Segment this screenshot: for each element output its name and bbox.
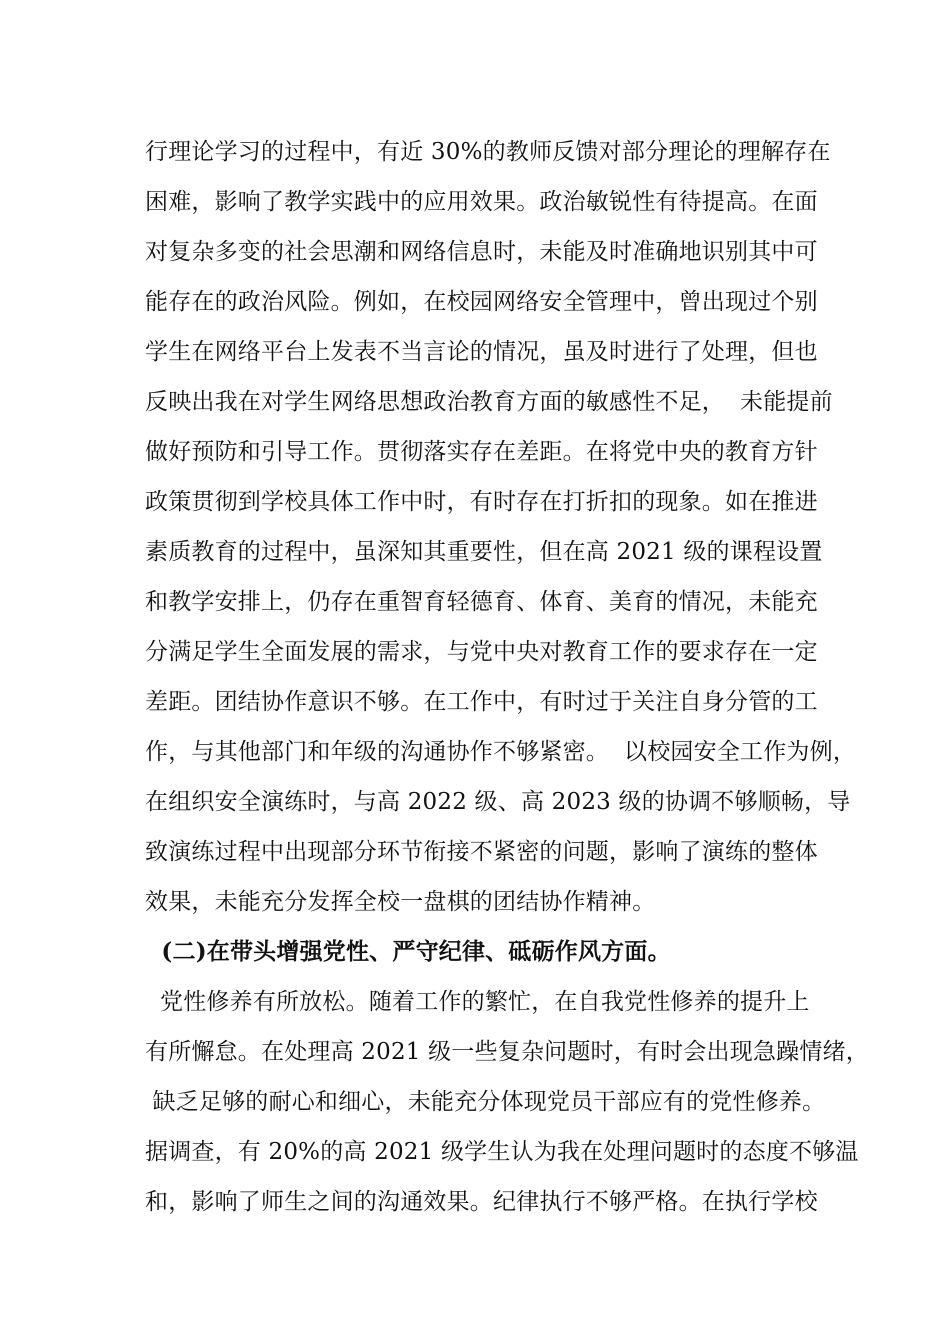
text-line: 和教学安排上，仍存在重智育轻德育、体育、美育的情况，未能充 [145, 589, 818, 615]
text-line: 分满足学生全面发展的需求，与党中央对教育工作的要求存在一定 [145, 639, 818, 665]
text-line: 素质教育的过程中，虽深知其重要性，但在高 2021 级的课程设置 [145, 539, 823, 565]
text-line: 据调查，有 20%的高 2021 级学生认为我在处理问题时的态度不够温 [145, 1139, 859, 1165]
text-line: 效果，未能充分发挥全校一盘棋的团结协作精神。 [145, 889, 656, 915]
text-line: 和，影响了师生之间的沟通效果。纪律执行不够严格。在执行学校 [145, 1189, 818, 1215]
text-line: 困难，影响了教学实践中的应用效果。政治敏锐性有待提高。在面 [145, 189, 818, 215]
text-line: 对复杂多变的社会思潮和网络信息时，未能及时准确地识别其中可 [145, 239, 818, 265]
text-line: 行理论学习的过程中，有近 30%的教师反馈对部分理论的理解存在 [145, 139, 831, 165]
text-line: 致演练过程中出现部分环节衔接不紧密的问题，影响了演练的整体 [145, 839, 818, 865]
text-line: 缺乏足够的耐心和细心，未能充分体现党员干部应有的党性修养。 [145, 1089, 826, 1115]
text-line: 能存在的政治风险。例如，在校园网络安全管理中，曾出现过个别 [145, 289, 818, 315]
text-line: 学生在网络平台上发表不当言论的情况，虽及时进行了处理，但也 [145, 339, 818, 365]
text-line: 做好预防和引导工作。贯彻落实存在差距。在将党中央的教育方针 [145, 439, 818, 465]
text-line: 有所懈怠。在处理高 2021 级一些复杂问题时，有时会出现急躁情绪， [145, 1039, 869, 1065]
section-heading: (二)在带头增强党性、严守纪律、砥砺作风方面。 [145, 938, 671, 965]
text-line: 差距。团结协作意识不够。在工作中，有时过于关注自身分管的工 [145, 689, 818, 715]
text-line: 政策贯彻到学校具体工作中时，有时存在打折扣的现象。如在推进 [145, 489, 818, 515]
text-line: 党性修养有所放松。随着工作的繁忙，在自我党性修养的提升上 [145, 989, 810, 1015]
text-line: 在组织安全演练时，与高 2022 级、高 2023 级的协调不够顺畅，导 [145, 789, 851, 815]
text-line: 作，与其他部门和年级的沟通协作不够紧密。 以校园安全工作为例， [145, 739, 857, 765]
text-line: 反映出我在对学生网络思想政治教育方面的敏感性不足， 未能提前 [145, 389, 833, 415]
